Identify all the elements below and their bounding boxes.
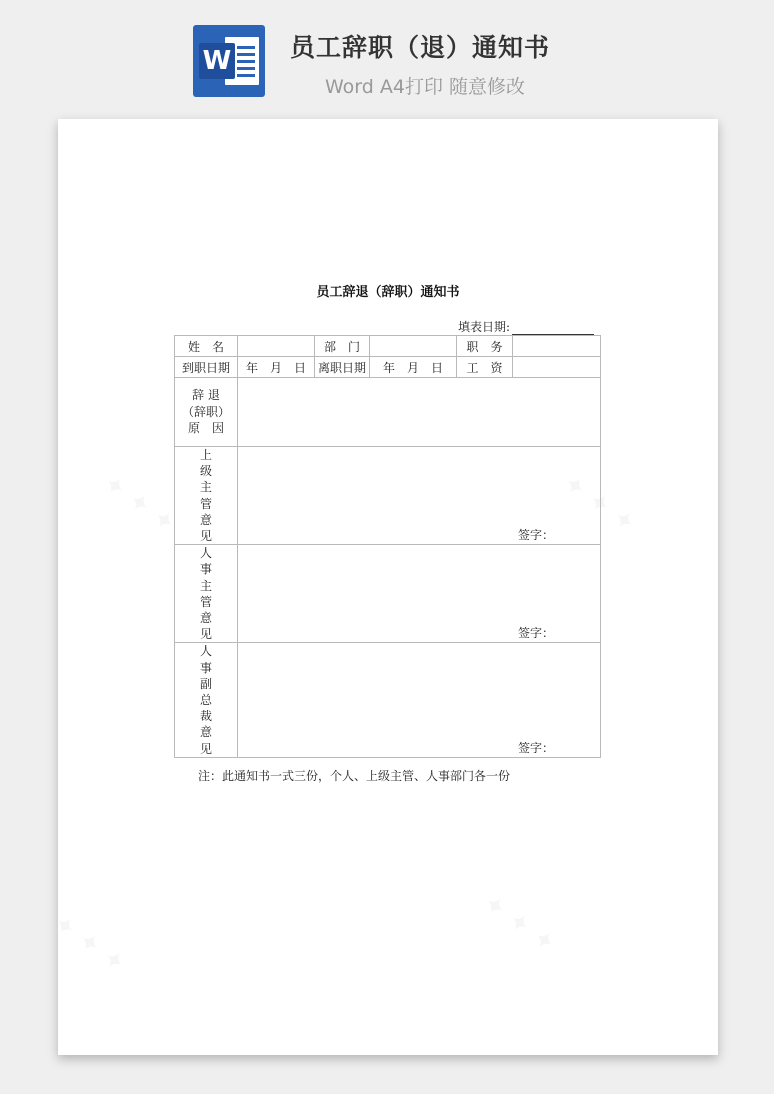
- table-row: [175, 447, 601, 545]
- table-row: [175, 545, 601, 643]
- header-banner: [0, 0, 774, 110]
- watermark: [97, 468, 181, 540]
- fill-date-label: 填表日期:: [457, 320, 510, 334]
- hr-supervisor-opinion-label: 人 事 主 管 意 见: [175, 545, 238, 643]
- table-row: [175, 357, 601, 378]
- fill-date-line: [458, 318, 594, 335]
- hire-date-field[interactable]: 年 月 日: [238, 357, 315, 378]
- word-icon-letter: W: [199, 43, 235, 79]
- salary-label: 工 资: [457, 357, 513, 378]
- resignation-form-table: [174, 335, 601, 758]
- signature-label: 签字：: [517, 626, 554, 641]
- document-title: 员工辞退（辞职）通知书: [316, 285, 460, 300]
- name-label: 姓 名: [175, 336, 238, 357]
- supervisor-opinion-label: 上 级 主 管 意 见: [175, 447, 238, 545]
- footnote: 注：此通知书一式三份，个人、上级主管、人事部门各一份: [198, 769, 511, 783]
- signature-label: 签字：: [517, 528, 554, 543]
- banner-subtitle: Word A4打印 随意修改: [325, 76, 526, 98]
- word-icon: [193, 25, 265, 97]
- leave-date-label: 离职日期: [315, 357, 370, 378]
- table-row: [175, 336, 601, 357]
- department-field[interactable]: [370, 336, 457, 357]
- leave-date-field[interactable]: 年 月 日: [370, 357, 457, 378]
- hr-vp-opinion-label: 人 事 副 总 裁 意 见: [175, 643, 238, 757]
- name-field[interactable]: [238, 336, 315, 357]
- document-page: [58, 119, 718, 1055]
- hr-vp-opinion-field[interactable]: [238, 643, 601, 757]
- fill-date-blank[interactable]: [512, 322, 594, 335]
- salary-field[interactable]: [513, 357, 601, 378]
- table-row: [175, 643, 601, 757]
- position-field[interactable]: [513, 336, 601, 357]
- watermark: [477, 888, 561, 960]
- reason-label: 辞 退 （辞职） 原 因: [175, 378, 238, 447]
- supervisor-opinion-field[interactable]: [238, 447, 601, 545]
- reason-field[interactable]: [238, 378, 601, 447]
- signature-label: 签字：: [517, 740, 554, 755]
- position-label: 职 务: [457, 336, 513, 357]
- table-row: [175, 378, 601, 447]
- hr-supervisor-opinion-field[interactable]: [238, 545, 601, 643]
- hire-date-label: 到职日期: [175, 357, 238, 378]
- department-label: 部 门: [315, 336, 370, 357]
- banner-title: 员工辞职（退）通知书: [290, 33, 551, 62]
- watermark: [47, 908, 131, 980]
